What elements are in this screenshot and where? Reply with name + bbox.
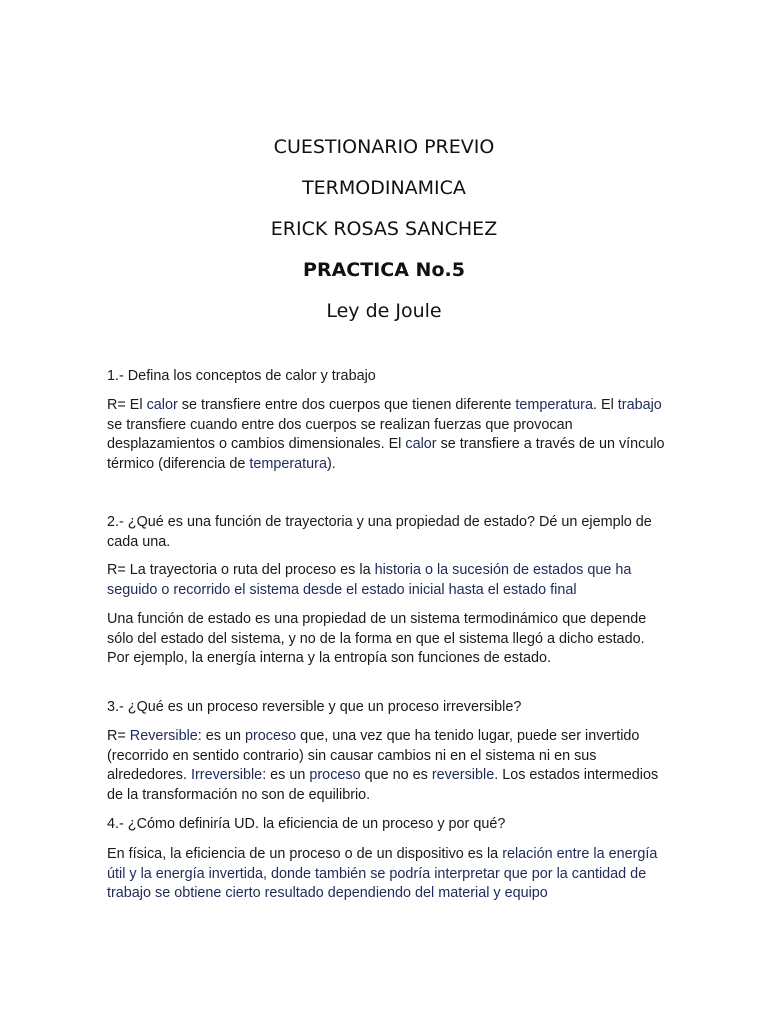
link-calor[interactable]: calor xyxy=(405,436,437,452)
answer-2-paragraph: Una función de estado es una propiedad de un sistema termodinámico que depende sólo del estado del sistema, y no de la forma en que el sistema llegó a dicho estado. Por ejemplo, la energía interna y la entropía son funciones de estado. xyxy=(107,611,647,666)
author-name: ERICK ROSAS SANCHEZ xyxy=(270,218,498,240)
practice-topic: Ley de Joule xyxy=(326,300,442,322)
subject-title: TERMODINAMICA xyxy=(302,177,466,199)
link-temperatura[interactable]: temperatura xyxy=(249,455,327,472)
link-proceso[interactable]: proceso xyxy=(309,767,361,783)
link-proceso[interactable]: proceso xyxy=(244,728,297,744)
link-calor[interactable]: calor xyxy=(146,397,178,413)
link-reversible[interactable]: Reversible xyxy=(129,728,198,744)
practice-number: PRACTICA No.5 xyxy=(303,259,465,281)
answer-4: En física, la eficiencia de un proceso o de un dispositivo es la relación entre la energía útil y la energía invertida, donde también se podría interpretar que por la cantidad de trabajo se obtiene cierto resultado dependiendo del material y equipo xyxy=(107,846,658,901)
question-3: 3.- ¿Qué es un proceso reversible y que un proceso irreversible? xyxy=(107,699,522,715)
question-2: 2.- ¿Qué es una función de trayectoria y una propiedad de estado? Dé un ejemplo de cada una. xyxy=(107,514,652,550)
link-relacion-energia[interactable]: relación entre la energía útil y la energía invertida, donde también se podría interpretar que por la cantidad de trabajo se obtiene cierto resultado dependiendo del material y equipo xyxy=(107,846,658,901)
link-trabajo[interactable]: trabajo xyxy=(617,397,662,413)
document-title: CUESTIONARIO PREVIO xyxy=(273,136,495,158)
question-1: 1.- Defina los conceptos de calor y trabajo xyxy=(107,368,376,384)
question-4: 4.- ¿Cómo definiría UD. la eficiencia de un proceso y por qué? xyxy=(107,816,506,832)
link-irreversible[interactable]: Irreversible xyxy=(191,767,263,783)
link-reversible[interactable]: reversible xyxy=(431,767,495,783)
answer-2: R= La trayectoria o ruta del proceso es la historia o la sucesión de estados que ha seguido o recorrido el sistema desde el estado inicial hasta el estado final xyxy=(107,562,632,598)
answer-1: R= El calor se transfiere entre dos cuerpos que tienen diferente temperatura. El trabajo se transfiere cuando entre dos cuerpos se realizan fuerzas que provocan desplazamientos o cambios dimensionales. El calor se transfiere a través de un vínculo térmico (diferencia de temperatura). xyxy=(107,397,665,472)
answer-3: R= Reversible: es un proceso que, una vez que ha tenido lugar, puede ser invertido (recorrido en sentido contrario) sin causar cambios ni en el sistema ni en sus alrededores. Irreversible: es un proceso que no es reversible. Los estados intermedios de la transformación no son de equilibrio. xyxy=(107,728,659,803)
link-temperatura[interactable]: temperatura xyxy=(515,397,593,413)
link-historia-estados[interactable]: historia o la sucesión de estados que ha seguido o recorrido el sistema desde el estado inicial hasta el estado final xyxy=(107,562,632,598)
